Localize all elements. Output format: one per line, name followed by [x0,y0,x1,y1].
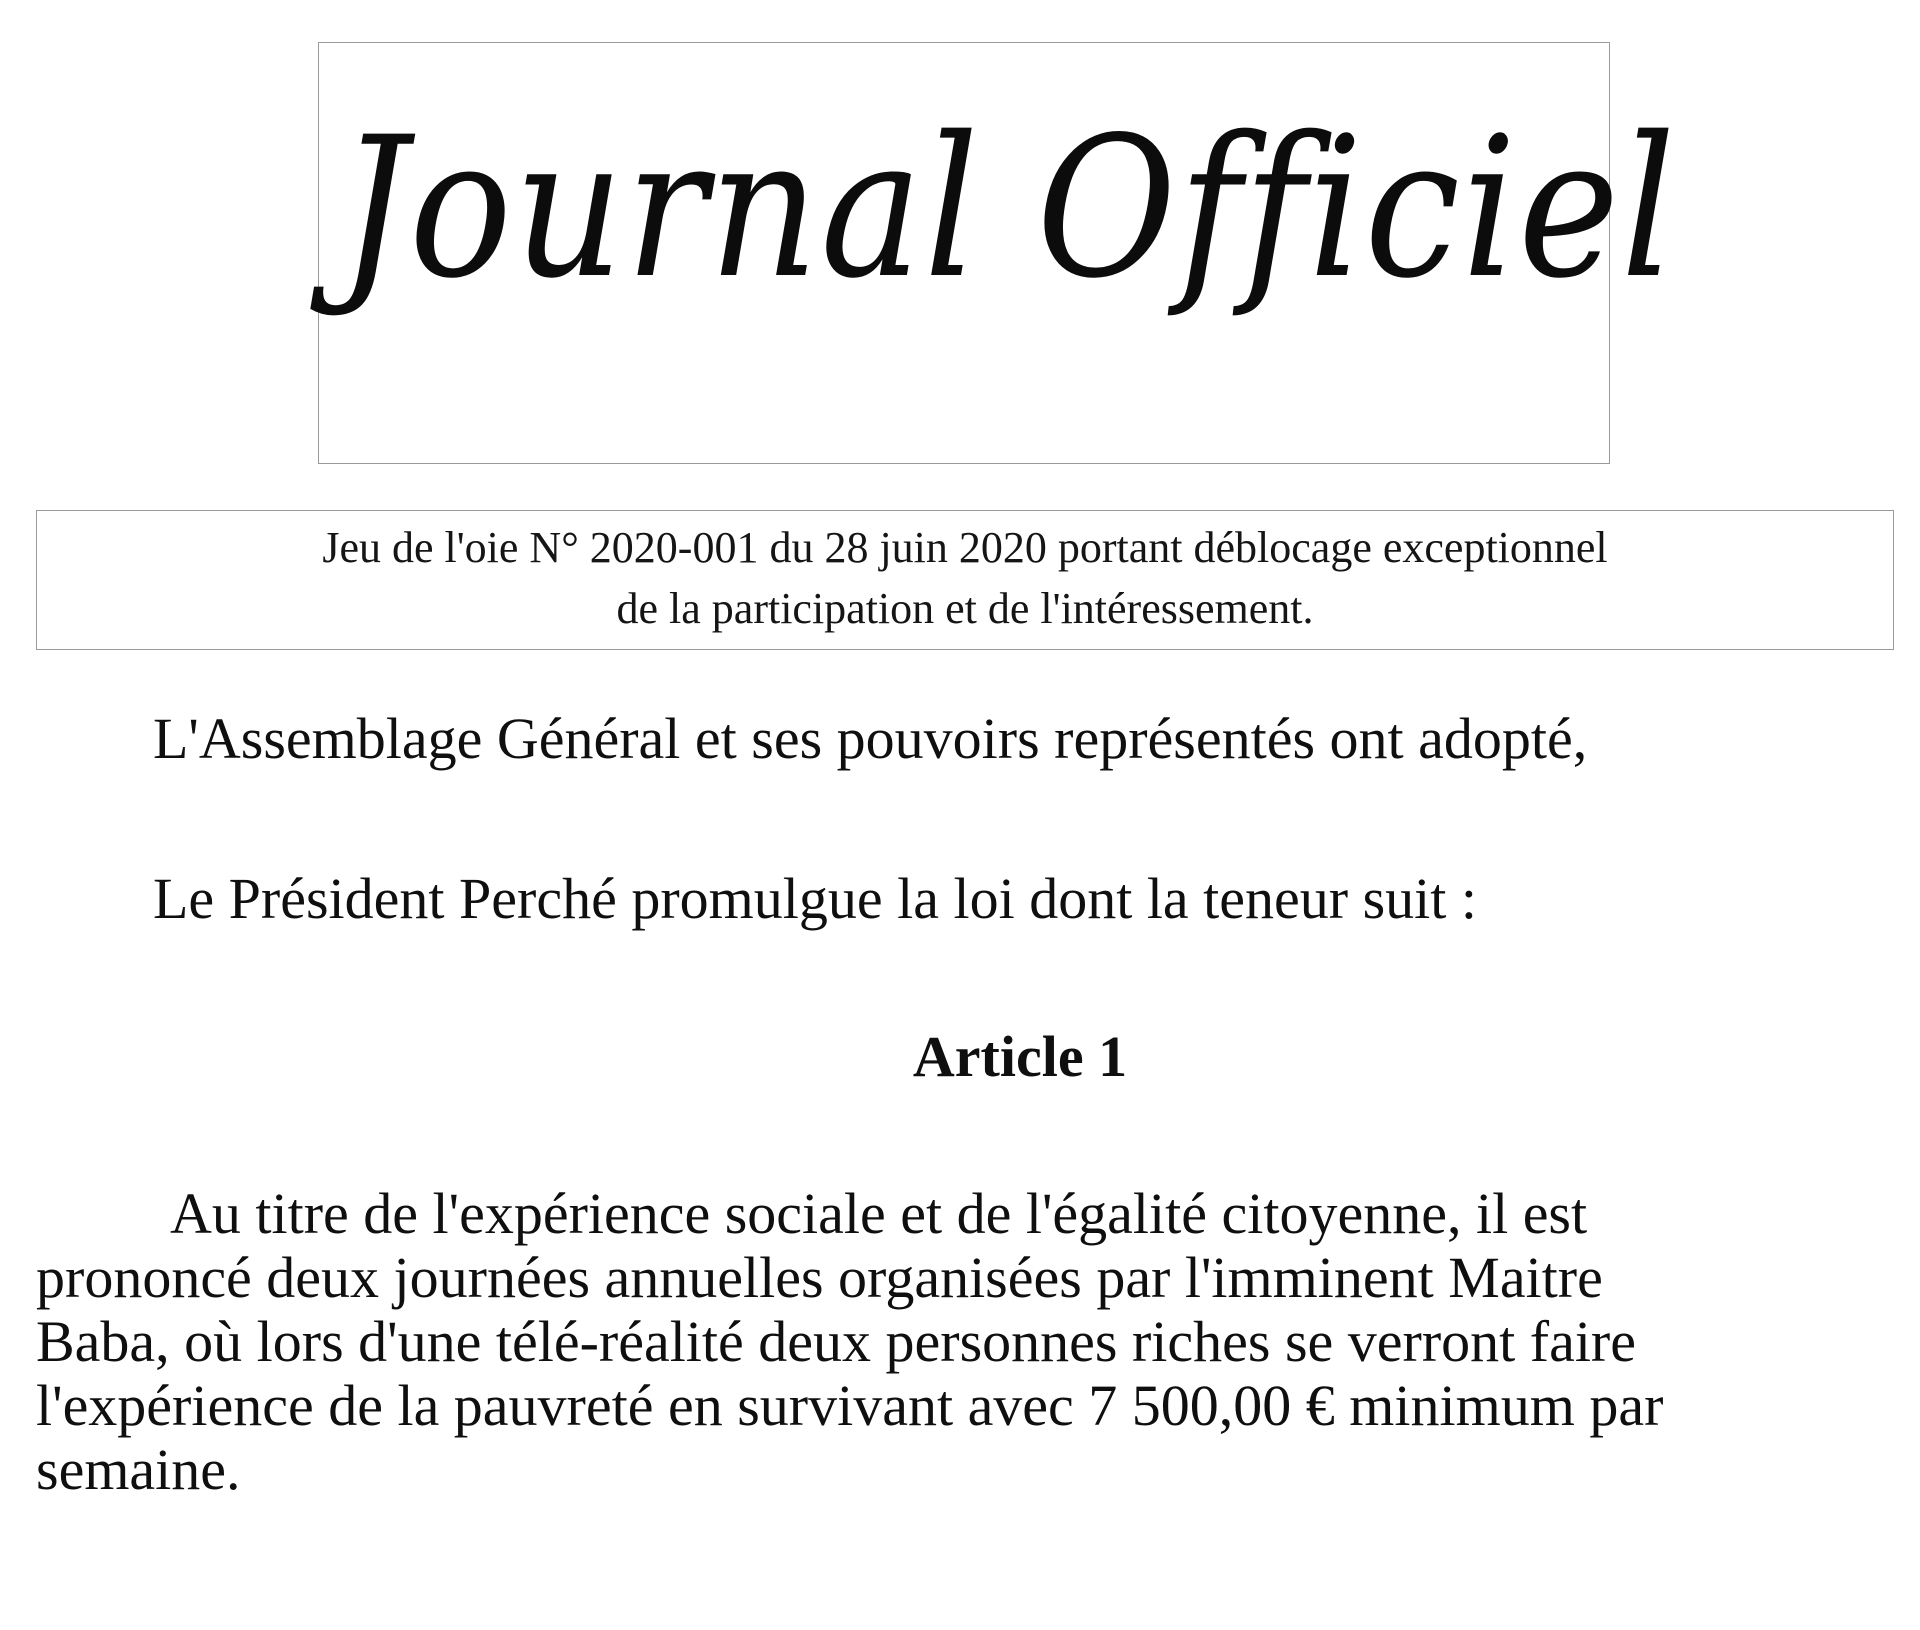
masthead-box [318,42,1678,464]
article-body [36,1182,1896,1502]
adoption-statement: L'Assemblage Général et ses pouvoirs représentés ont adopté, [153,706,1588,771]
article-line: Au titre de l'expérience sociale et de l'égalité citoyenne, il est [170,1181,1588,1246]
journal-title: Journal Officiel [339,95,1678,321]
decree-box [36,510,1894,650]
article-line: semaine. [36,1437,241,1502]
article-line: l'expérience de la pauvreté en survivant avec 7 500,00 € minimum par [36,1373,1664,1438]
article-heading: Article 1 [912,1024,1128,1089]
article-line: prononcé deux journées annuelles organisées par l'imminent Maitre [36,1245,1603,1310]
promulgation-statement: Le Président Perché promulgue la loi dont la teneur suit : [153,866,1478,931]
decree-line-2: de la participation et de l'intéressement. [616,584,1314,633]
decree-line-1: Jeu de l'oie N° 2020-001 du 28 juin 2020 portant déblocage exceptionnel [322,523,1608,572]
article-line: Baba, où lors d'une télé-réalité deux personnes riches se verront faire [36,1309,1636,1374]
